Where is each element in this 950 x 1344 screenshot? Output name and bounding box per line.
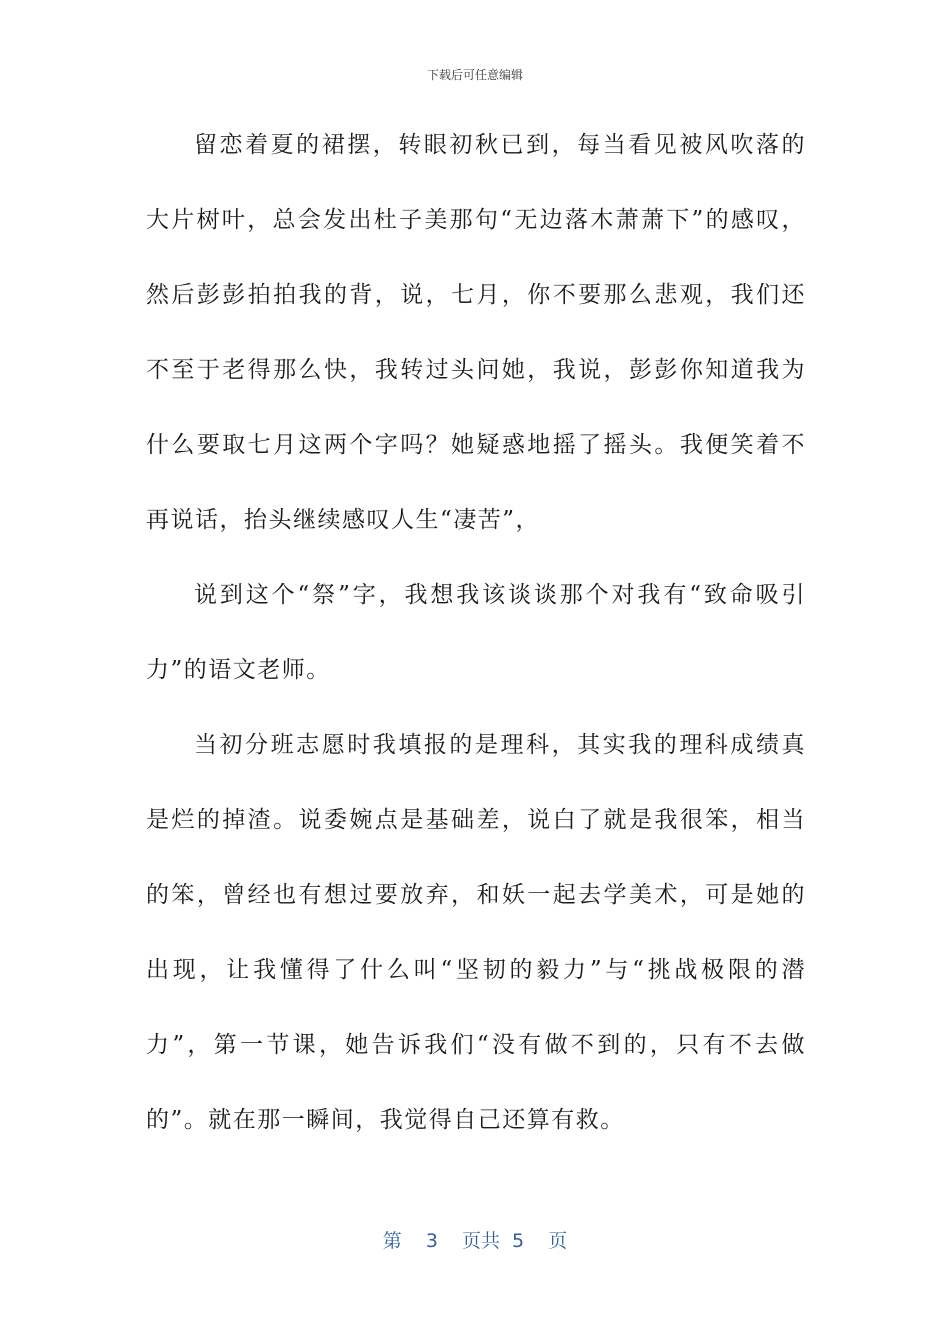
paragraph-1: 留恋着夏的裙摆，转眼初秋已到，每当看见被风吹落的大片树叶，总会发出杜子美那句“无边落木萧萧下”的感叹，然后彭彭拍拍我的背，说，七月，你不要那么悲观，我们还不至于老得那么快，我转过头问她，我说，彭彭你知道我为什么要取七月这两个字吗？她疑惑地摇了摇头。我便笑着不再说话，抬头继续感叹人生“凄苦”， [146,132,806,533]
paragraph-3: 当初分班志愿时我填报的是理科，其实我的理科成绩真是烂的掉渣。说委婉点是基础差，说白了就是我很笨，相当的笨，曾经也有想过要放弃，和妖一起去学美术，可是她的出现，让我懂得了什么叫“坚韧的毅力”与“挑战极限的潜力”，第一节课，她告诉我们“没有做不到的，只有不去做的”。就在那一瞬间，我觉得自己还算有救。 [146,732,806,1133]
page-header-note: 下载后可任意编辑 [426,68,523,82]
page-number-footer: 第 3 页共 5 页 [382,1230,568,1252]
paragraph-2: 说到这个“祭”字，我想我该谈谈那个对我有“致命吸引力”的语文老师。 [146,582,806,683]
document-body [146,108,806,1158]
